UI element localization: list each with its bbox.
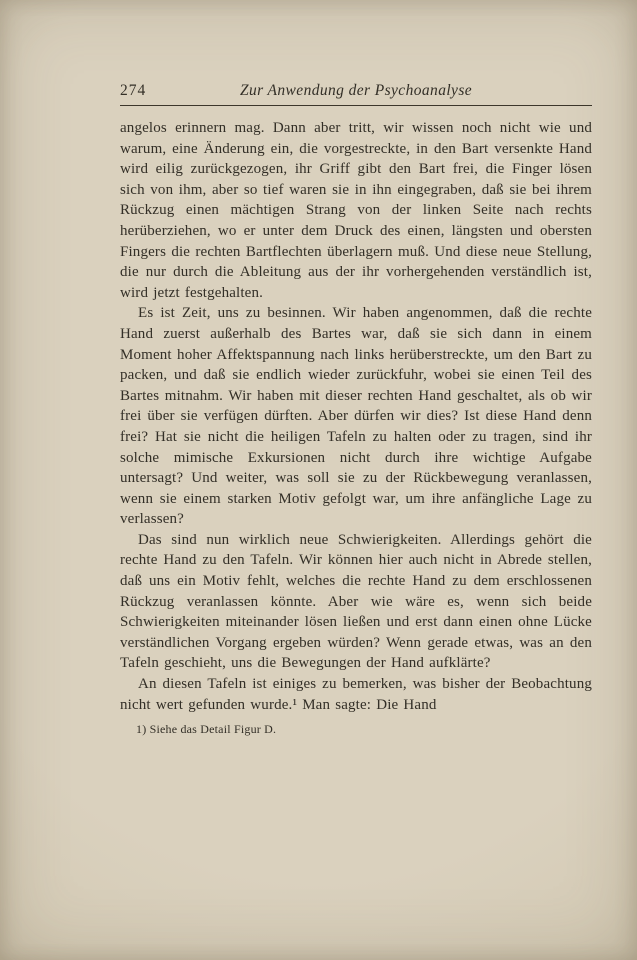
header-rule xyxy=(120,105,592,106)
text-block xyxy=(120,118,592,737)
paragraph-2: Es ist Zeit, uns zu besinnen. Wir haben angenommen, daß die rechte Hand zuerst außerhalb des Bartes war, daß sie sich dann in einem Moment hoher Affektspannung nach links herüberstreckte, um den Bart zu packen, und daß sie endlich wieder zurückfuhr, wobei sie einen Teil des Bartes mitnahm. Wir haben mit dieser rechten Hand geschaltet, als ob wir frei über sie verfügen dürften. Aber dürfen wir dies? Ist diese Hand denn frei? Hat sie nicht die heiligen Tafeln zu halten oder zu tragen, sind ihr solche mimische Exkursionen nicht durch ihre wichtige Aufgabe untersagt? Und weiter, was soll sie zu der Rückbewegung veranlassen, wenn sie einem starken Motiv gefolgt war, um ihre anfängliche Lage zu verlassen? xyxy=(120,305,592,528)
paragraph-1: angelos erinnern mag. Dann aber tritt, wir wissen noch nicht wie und warum, eine Änderung ein, die vorgestreckte, in den Bart versenkte Hand wird eilig zurückgezogen, ihr Griff gibt den Bart frei, die Finger lösen sich von ihm, aber so tief waren sie in ihn eingegraben, daß sie bei ihrem Rückzug einen mächtigen Strang von der linken Seite nach rechts herüberziehen, wo er unter dem Druck des einen, längsten und obersten Fingers die rechten Bartflechten überlagern muß. Und diese neue Stellung, die nur durch die Ableitung aus der ihr vorhergehenden verständlich ist, wird jetzt festgehalten. xyxy=(120,120,592,301)
paragraph-3: Das sind nun wirklich neue Schwierigkeiten. Allerdings gehört die rechte Hand zu den Tafeln. Wir können hier auch nicht in Abrede stellen, daß uns ein Motiv fehlt, welches die rechte Hand zu dem erschlossenen Rückzug veranlassen könnte. Aber wie wäre es, wenn sich beide Schwierigkeiten miteinander lösen ließen und erst dann einen ohne Lücke verständlichen Vorgang ergeben würden? Wenn gerade etwas, was an den Tafeln geschieht, uns die Bewegungen der Hand aufklärte? xyxy=(120,531,592,672)
running-header xyxy=(120,82,592,102)
page-number: 274 xyxy=(120,82,147,99)
paragraph-4: An diesen Tafeln ist einiges zu bemerken, was bisher der Beobachtung nicht wert gefunden wurde.¹ Man sagte: Die Hand xyxy=(120,676,592,713)
footnote: 1) Siehe das Detail Figur D. xyxy=(136,722,277,737)
running-title: Zur Anwendung der Psychoanalyse xyxy=(239,82,473,99)
